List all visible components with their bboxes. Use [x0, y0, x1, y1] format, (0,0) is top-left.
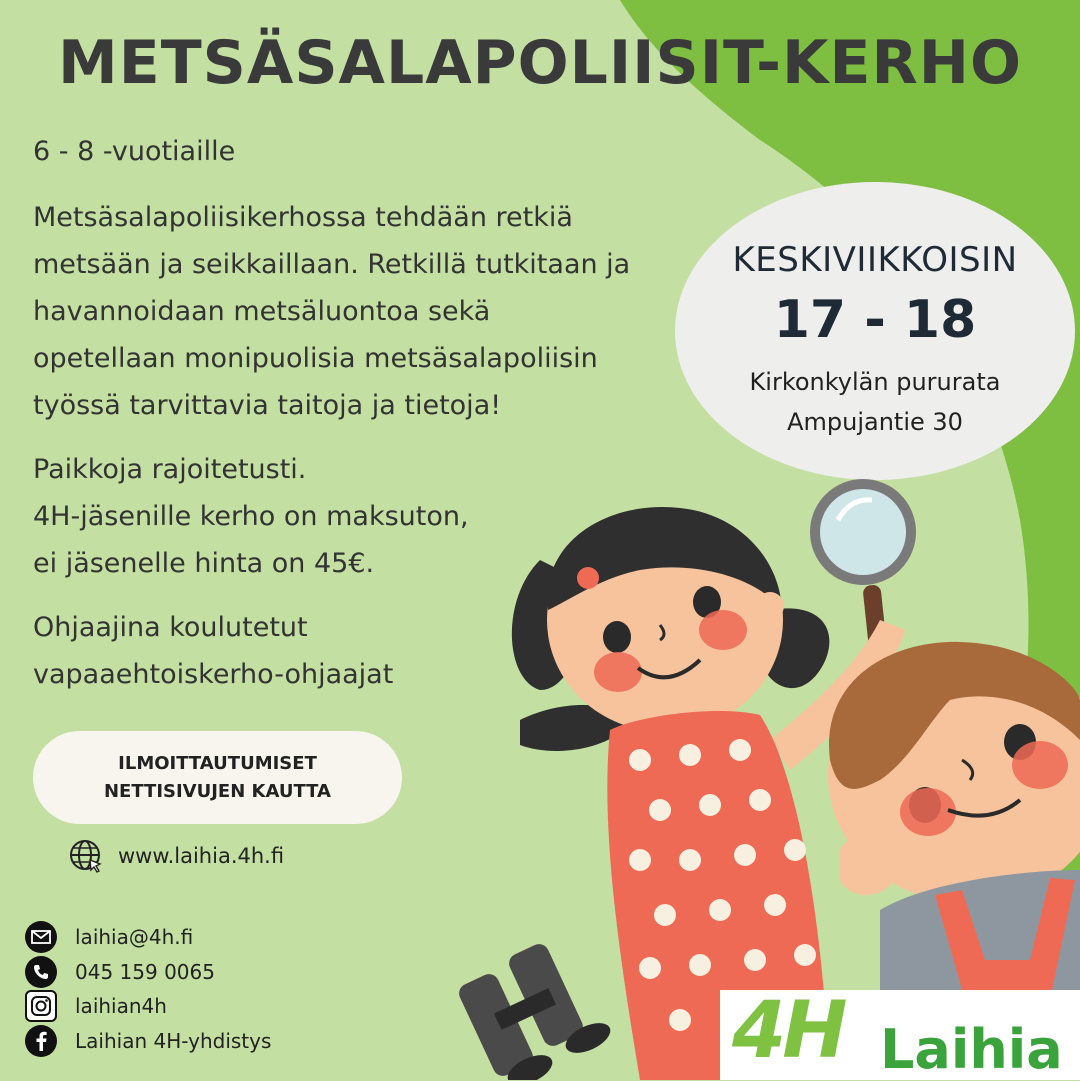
schedule-address: Ampujantie 30 — [787, 408, 963, 436]
schedule-location: Kirkonkylän pururata — [749, 368, 1001, 396]
age-group: 6 - 8 -vuotiaille — [33, 136, 236, 167]
contact-text: laihia@4h.fi — [75, 925, 194, 950]
leaders-line: vapaaehtoiskerho-ohjaajat — [33, 659, 394, 690]
description-line: työssä tarvittavia taitoja ja tietoja! — [33, 390, 502, 421]
page-title: METSÄSALAPOLIISIT-KERHO — [58, 28, 1022, 98]
registration-line: NETTISIVUJEN KAUTTA — [103, 780, 331, 802]
logo-4h-mark: 4H — [732, 986, 844, 1076]
description-line: opetellaan monipuolisia metsäsalapoliisin — [33, 343, 598, 374]
places-line: ei jäsenelle hinta on 45€. — [33, 548, 375, 579]
description-line: Metsäsalapoliisikerhossa tehdään retkiä — [33, 202, 573, 233]
schedule-day: KESKIVIIKKOISIN — [732, 240, 1018, 280]
contact-text: laihian4h — [75, 994, 167, 1019]
places-line: Paikkoja rajoitetusti. — [33, 454, 307, 485]
description-line: metsään ja seikkaillaan. Retkillä tutkitaan ja — [33, 249, 631, 280]
contact-text: Laihian 4H-yhdistys — [75, 1028, 272, 1053]
places-line: 4H-jäsenille kerho on maksuton, — [33, 501, 469, 532]
registration-line: ILMOITTAUTUMISET — [118, 752, 317, 774]
description-line: havannoidaan metsäluontoa sekä — [33, 296, 491, 327]
contact-text: 045 159 0065 — [75, 959, 215, 984]
schedule-time: 17 - 18 — [773, 290, 977, 350]
boy-figure — [828, 642, 1080, 1000]
website-text: www.laihia.4h.fi — [118, 844, 285, 868]
logo-text: Laihia — [880, 1018, 1063, 1081]
leaders-line: Ohjaajina koulutetut — [33, 612, 308, 643]
binoculars-icon — [456, 941, 615, 1080]
